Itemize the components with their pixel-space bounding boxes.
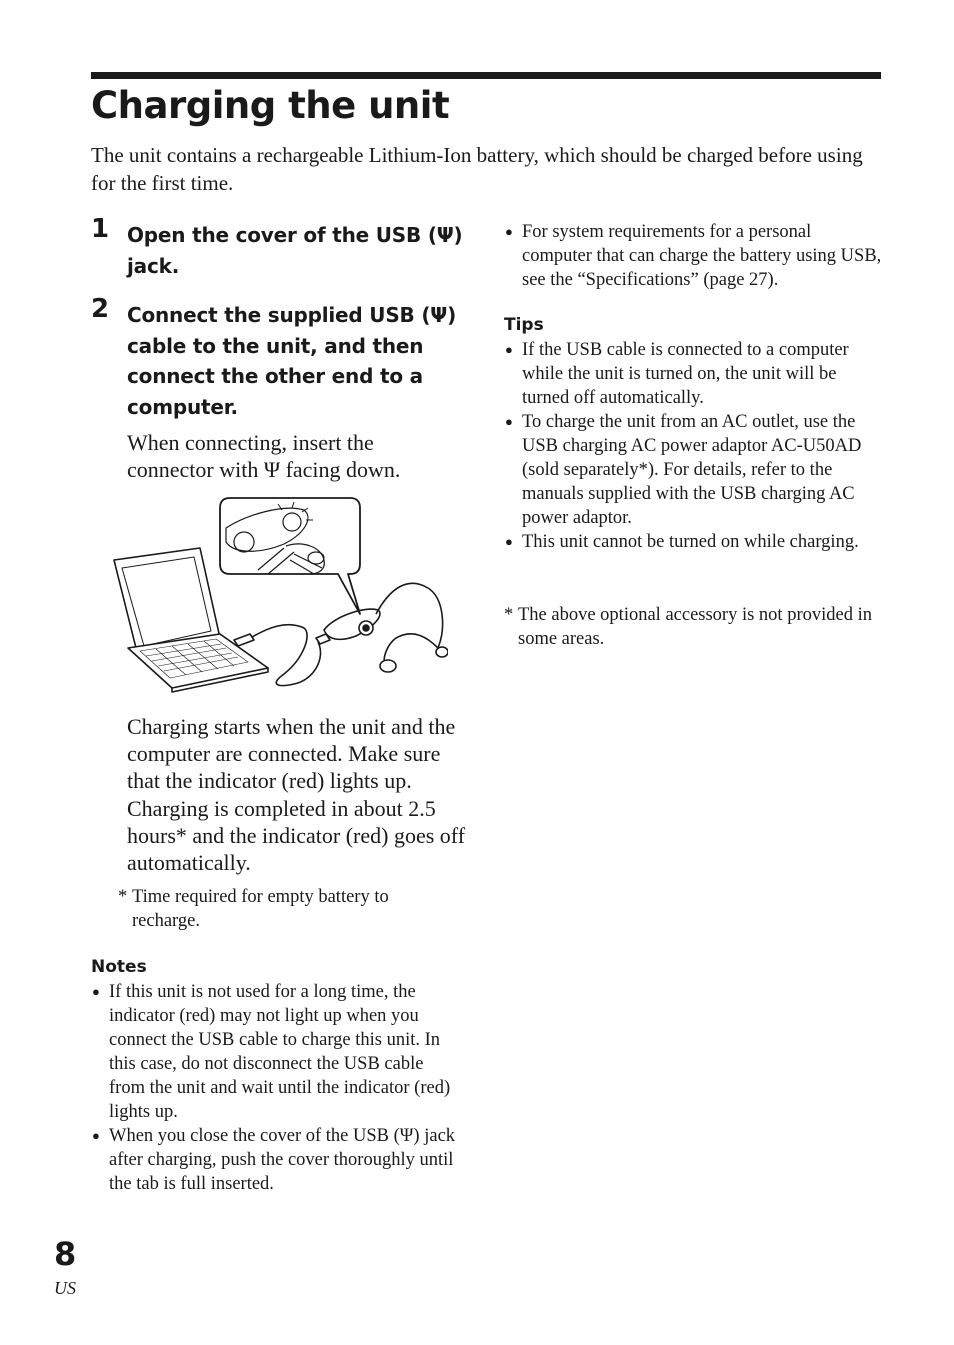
step-2 [91, 294, 461, 424]
step-number: 1 [91, 214, 110, 244]
footnote-text: Time required for empty battery to recharge. [132, 887, 389, 931]
list-item: ● For system requirements for a personal computer that can charge the battery using USB, see the “Specifications” (page 27). [504, 220, 882, 292]
notes-list [91, 980, 463, 1196]
list-item: ● This unit cannot be turned on while charging. [504, 530, 882, 554]
step-1 [91, 214, 463, 284]
usb-connection-illustration [108, 488, 448, 693]
step-heading: Open the cover of the USB (Ψ) jack. [127, 223, 463, 278]
charging-description: Charging starts when the unit and the computer are connected. Make sure that the indicator (red) lights up. Charging is completed in about 2.5 hours* and the indicator (red) goes off automatically. [127, 714, 466, 876]
time-footnote [118, 885, 448, 933]
step-heading: Connect the supplied USB (Ψ) cable to the unit, and then connect the other end to a computer. [127, 303, 457, 419]
list-item: ● When you close the cover of the USB (Ψ) jack after charging, push the cover thoroughly until the tab is full inserted. [91, 1124, 463, 1196]
list-item: ● If this unit is not used for a long time, the indicator (red) may not light up when you connect the USB cable to charge this unit. In this case, do not disconnect the USB cable from the unit and wait until the indicator (red) lights up. [91, 980, 463, 1124]
page-number: 8 [54, 1235, 77, 1273]
tips-list [504, 338, 882, 554]
region-code: US [54, 1278, 76, 1298]
requirements-list [504, 220, 882, 292]
footnote-marker: * [504, 605, 514, 625]
step-2-instruction: When connecting, insert the connector with Ψ facing down. [127, 430, 401, 483]
title-rule [91, 72, 881, 79]
tips-heading: Tips [504, 315, 544, 335]
footnote-text: The above optional accessory is not provided in some areas. [518, 605, 872, 649]
intro-paragraph: The unit contains a rechargeable Lithium-Ion battery, which should be charged before using for the first time. [91, 143, 863, 195]
accessory-footnote [504, 603, 874, 651]
usb-cable [252, 625, 321, 686]
step-number: 2 [91, 294, 110, 324]
footnote-marker: * [118, 887, 128, 907]
notes-heading: Notes [91, 957, 147, 977]
list-item: ● If the USB cable is connected to a computer while the unit is turned on, the unit will be turned off automatically. [504, 338, 882, 410]
list-item: ● To charge the unit from an AC outlet, use the USB charging AC power adaptor AC-U50AD (sold separately*). For details, refer to the manuals supplied with the USB charging AC power adaptor. [504, 410, 882, 530]
page-title: Charging the unit [91, 84, 450, 127]
